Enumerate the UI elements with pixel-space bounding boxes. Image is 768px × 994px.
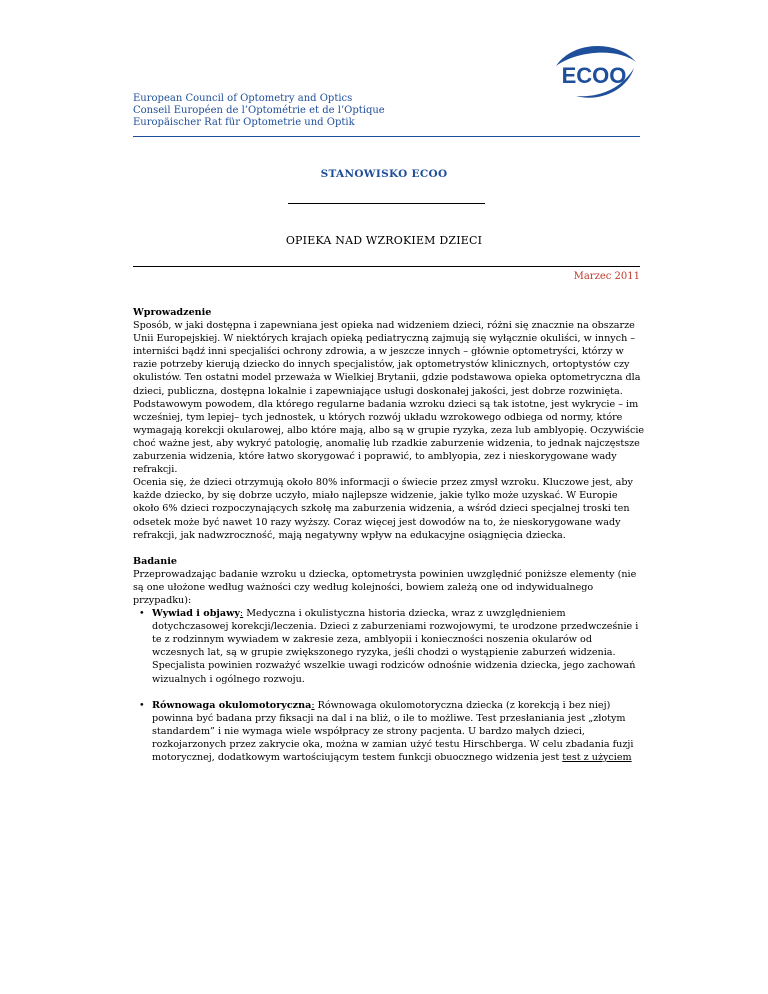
org-name-de: Europäischer Rat für Optometrie und Optik — [133, 117, 355, 128]
document-body — [133, 306, 645, 764]
org-name-fr: Conseil Européen de l’Optométrie et de l’Optique — [133, 105, 385, 116]
ecoo-logo — [548, 44, 640, 104]
list-item — [139, 607, 645, 686]
item-separator: : — [239, 608, 244, 620]
intro-paragraph-1: Sposób, w jaki dostępna i zapewniana jest opieka nad widzeniem dzieci, różni się znacznie na obszarze Unii Europejskiej. W niektórych krajach opieką pediatryczną zajmują się wyłącznie okuliści, w innych – interniści bądź inni specjaliści ochrony zdrowia, a w jeszcze innych – głównie optometryści, którzy w razie potrzeby kierują dziecko do innych specjalistów, jak optometrystów klinicznych, ortoptystów czy okulistów. Ten ostatni model przeważa w Wielkiej Brytanii, gdzie podstawowa opieka optometryczna dla dzieci, publiczna, dostępna lokalnie i zapewniające usługi doskonałej jakości, jest dobrze rozwinięta. — [133, 320, 641, 397]
title-divider — [288, 203, 485, 204]
item-separator: : — [311, 699, 315, 711]
item-text: Medyczna i okulistyczna historia dziecka, wraz z uwzględnieniem dotychczasowej korekcji/leczenia. Dzieci z zaburzeniami rozwojowymi, te urodzone przedwcześnie i te z rodzinnym wywiadem w zakresie zeza, amblyopii i konieczności noszenia okularów od wczesnych lat, są w grupie zwiększonego ryzyka, jeśli chodzi o wystąpienie zaburzeń widzenia. Specjalista powinien rozważyć wszelkie uwagi rodziców odnośnie widzenia dziecka, jego zachowań wizualnych i ogólnego rozwoju. — [152, 608, 639, 685]
bullet-icon: • — [139, 608, 145, 620]
header-divider — [133, 136, 640, 137]
item-term: Wywiad i objawy — [152, 608, 240, 620]
list-item — [139, 699, 645, 764]
organization-names — [133, 93, 385, 129]
title-rule — [133, 266, 640, 267]
org-name-en: European Council of Optometry and Optics — [133, 93, 353, 104]
intro-heading: Wprowadzenie — [133, 307, 212, 318]
document-date: Marzec 2011 — [573, 271, 640, 282]
document-type: STANOWISKO ECOO — [320, 168, 448, 180]
logo-text: ECOO — [561, 63, 627, 88]
document-title: OPIEKA NAD WZROKIEM DZIECI — [285, 234, 483, 247]
item-text: Równowaga okulomotoryczna dziecka (z korekcją i bez niej) powinna być badana przy fiksacji na dal i na bliż, o ile to możliwe. Test przesłaniania jest „złotym standardem” i nie wymaga wiele współpracy ze strony pacjenta. U bardzo małych dzieci, rozkojarzonych przez zakrycie oka, można w zamian użyć testu Hirschberga. W celu zbadania fuzji motorycznej, dodatkowym wartościującym testem funkcji obuocznego widzenia jest — [152, 699, 634, 763]
intro-paragraph-2: Podstawowym powodem, dla którego regularne badania wzroku dzieci są tak istotne, jest wykrycie – im wcześniej, tym lepiej– tych jednostek, u których rozwój układu wzrokowego odbiega od normy, które wymagają korekcji okularowej, albo które mają, albo są w grupie ryzyka, zeza lub amblyopię. Oczywiście choć ważne jest, aby wykryć patologię, anomalię lub rzadkie zaburzenie widzenia, to jednak najczęstsze zaburzenia widzenia, które łatwo skorygować i poprawić, to amblyopia, zez i nieskorygowane wady refrakcji. — [133, 398, 645, 476]
exam-heading: Badanie — [133, 555, 177, 567]
exam-list — [133, 607, 645, 764]
bullet-icon: • — [139, 699, 145, 711]
exam-intro: Przeprowadzając badanie wzroku u dziecka, optometrysta powinien uwzględnić poniższe elementy (nie są one ułożone według ważności czy według kolejności, bowiem zależą one od indywidualnego przypadku): — [133, 568, 637, 606]
item-term: Równowaga okulomotoryczna — [152, 699, 312, 711]
intro-paragraph-3: Ocenia się, że dzieci otrzymują około 80% informacji o świecie przez zmysł wzroku. Kluczowe jest, aby każde dziecko, by się dobrze uczyło, miało najlepsze widzenie, jakie tylko może uzyskać. W Europie około 6% dzieci rozpoczynających szkołę ma zaburzenia widzenia, a wśród dzieci specjalnej troski ten odsetek może być nawet 10 razy wyższy. Coraz więcej jest dowodów na to, że nieskorygowane wady refrakcji, jak nadwzroczność, mają negatywny wpływ na edukacyjne osiągnięcia dziecka. — [133, 477, 633, 541]
item-link: test z użyciem — [562, 752, 632, 763]
